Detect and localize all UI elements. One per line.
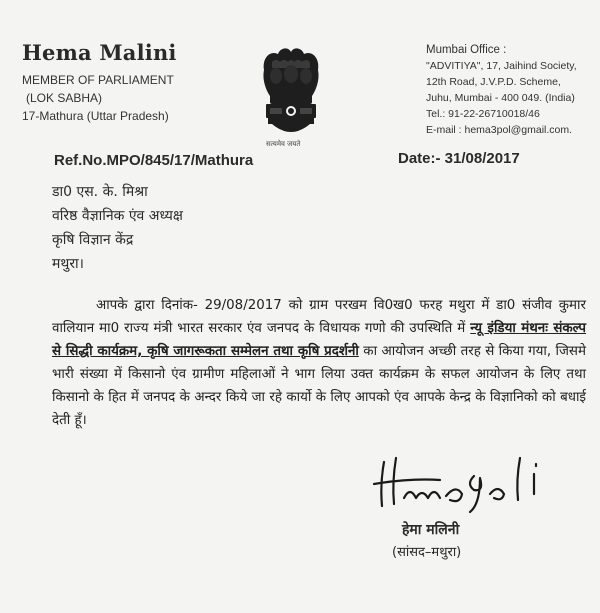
handwritten-signature-icon bbox=[370, 454, 560, 514]
sender-designation: MEMBER OF PARLIAMENT bbox=[22, 73, 174, 87]
office-heading: Mumbai Office : bbox=[426, 44, 507, 56]
signatory-title: (सांसद–मथुरा) bbox=[392, 545, 462, 560]
body-text-part2: का आयोजन अच्छी तरह से किया गया, जिसमे भारी संख्या में किसानो एंव ग्रामीण महिलाओं ने भाग लिया उक्त कार्यक्रम के सफल आयोजन के लिए तथा किसानो के हित में जनपद के अन्दर किये जा रहे कार्यो के लिए आपको एंव आपके केन्द्र के विज्ञानिको को बधाई देती हूँ। bbox=[52, 344, 586, 428]
emblem-motto: सत्यमेव जयते bbox=[266, 140, 301, 148]
office-address-line: Juhu, Mumbai - 400 049. (India) bbox=[426, 92, 575, 104]
state-emblem-icon bbox=[258, 40, 324, 148]
addressee-line: मथुरा। bbox=[52, 256, 84, 272]
sender-name: Hema Malini bbox=[22, 40, 177, 65]
event-title-emphasis: न्यू इंडिया मंथनः संकल्प से सिद्धी कार्यक्रम, कृषि जागरूकता सम्मेलन तथा कृषि प्रदर्शनी bbox=[52, 321, 587, 359]
letter-body bbox=[52, 294, 586, 432]
office-address-line: "ADVITIYA", 17, Jaihind Society, bbox=[426, 60, 577, 72]
letter-date: Date:- 31/08/2017 bbox=[398, 150, 520, 167]
addressee-line: वरिष्ठ वैज्ञानिक एंव अध्यक्ष bbox=[52, 208, 183, 224]
office-email: E-mail : hema3pol@gmail.com. bbox=[426, 124, 573, 136]
letterhead-sender bbox=[22, 40, 177, 125]
addressee-block bbox=[52, 180, 183, 276]
letterhead-office-address bbox=[426, 42, 577, 138]
sender-house: (LOK SABHA) bbox=[26, 91, 103, 105]
sender-constituency: 17-Mathura (Uttar Pradesh) bbox=[22, 109, 169, 123]
office-phone: Tel.: 91-22-26710018/46 bbox=[426, 108, 540, 120]
body-paragraph bbox=[52, 294, 586, 432]
body-text-part1: आपके द्वारा दिनांक- 29/08/2017 को ग्राम परखम वि0ख0 फरह मथुरा में डा0 संजीव कुमार वालियान मा0 राज्य मंत्री भारत सरकार एंव जनपद के विधायक गणो की उपस्थिति में bbox=[52, 298, 586, 336]
signatory-name: हेमा मलिनी bbox=[402, 522, 460, 538]
office-address-line: 12th Road, J.V.P.D. Scheme, bbox=[426, 76, 561, 88]
reference-number: Ref.No.MPO/845/17/Mathura bbox=[54, 152, 254, 169]
addressee-line: कृषि विज्ञान केंद्र bbox=[52, 232, 134, 248]
addressee-line: डा0 एस. के. मिश्रा bbox=[52, 184, 148, 200]
